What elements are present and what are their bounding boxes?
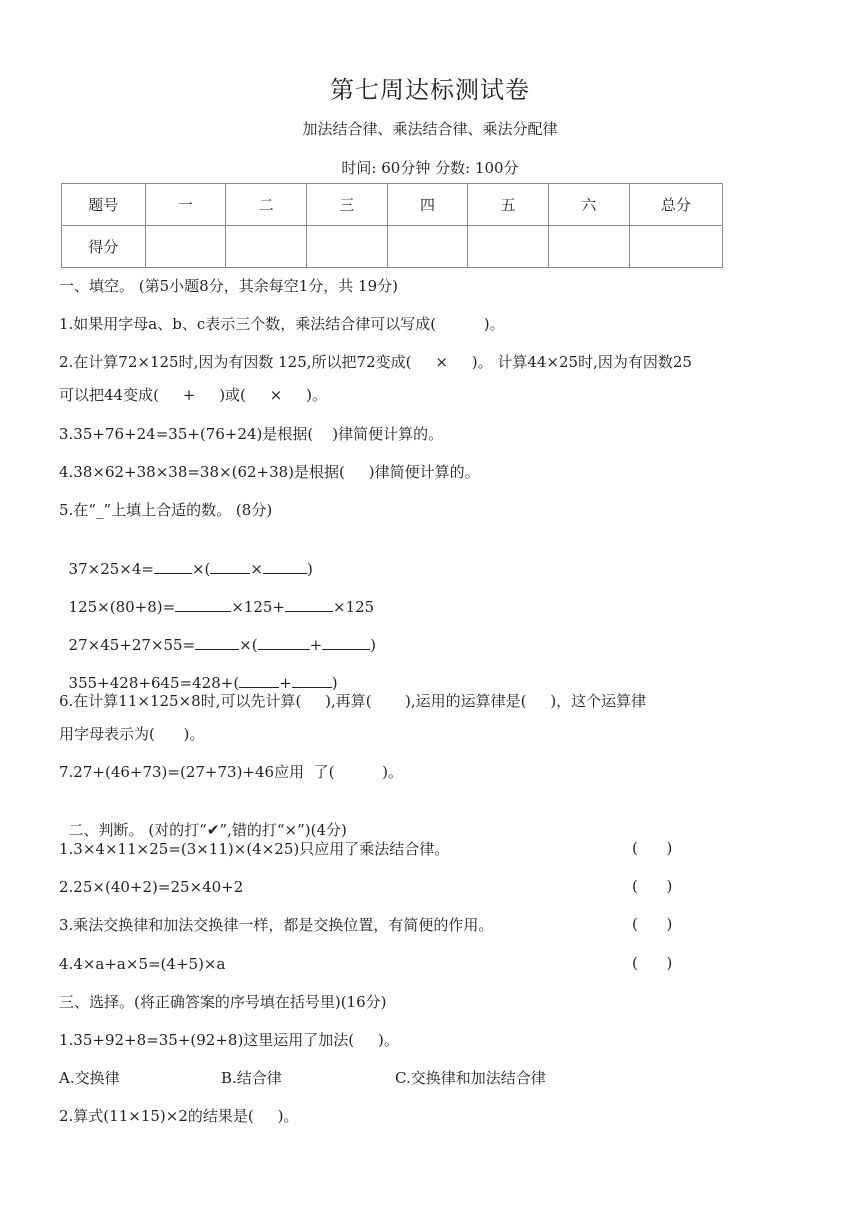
score-table-cell: 总分 [629, 184, 722, 226]
equation-text: ×125+ [231, 598, 285, 616]
question-text: 5.在“_”上填上合适的数。 (8分) [59, 501, 273, 519]
score-table-cell: 二 [226, 184, 307, 226]
fill-blank[interactable] [258, 635, 310, 650]
equation-text: ×( [191, 560, 211, 578]
score-table-cell: 四 [387, 184, 468, 226]
question-text: 7.27+(46+73)=(27+73)+46应用 了( )。 [59, 763, 404, 781]
equation-text: ×( [239, 636, 258, 654]
score-input-cell[interactable] [145, 226, 226, 268]
equation-text: 37×25×4= [68, 560, 154, 578]
equation-text: × [250, 560, 263, 578]
check-mark-icon: ✔ [206, 821, 220, 839]
question-text: 6.在计算11×125×8时,可以先计算( ),再算( ),运用的运算律是( )，这个运算律 [59, 692, 647, 710]
score-table-cell: 得分 [62, 226, 146, 268]
question-text: 4.38×62+38×38=38×(62+38)是根据( )律简便计算的。 [59, 463, 480, 481]
fill-blank[interactable] [175, 597, 231, 612]
section-heading: 三、选择。(将正确答案的序号填在括号里)(16分) [59, 993, 387, 1011]
fill-blank[interactable] [285, 597, 333, 612]
equation-text: ) [306, 560, 313, 578]
fill-blank[interactable] [195, 635, 239, 650]
fill-blank[interactable] [263, 559, 307, 574]
judge-item: 3.乘法交换律和加法交换律一样，都是交换位置，有简便的作用。 [59, 916, 494, 934]
score-input-cell[interactable] [468, 226, 549, 268]
answer-paren[interactable]: ( ) [632, 915, 673, 933]
question-text: 可以把44变成( + )或( × )。 [59, 386, 327, 404]
fill-equation [59, 653, 338, 693]
answer-paren[interactable]: ( ) [632, 954, 673, 972]
time-info: 时间: 60分钟 分数: 100分 [341, 159, 519, 177]
score-table-cell: 一 [145, 184, 226, 226]
score-table [61, 183, 723, 268]
page-subtitle: 加法结合律、乘法结合律、乘法分配律 [302, 120, 558, 138]
fill-blank[interactable] [210, 559, 250, 574]
score-table-cell: 五 [468, 184, 549, 226]
fill-blank[interactable] [322, 635, 370, 650]
option-c[interactable]: C.交换律和加法结合律 [395, 1069, 546, 1087]
question-text: 3.35+76+24=35+(76+24)是根据( )律简便计算的。 [59, 425, 444, 443]
equation-text: 27×45+27×55= [68, 636, 196, 654]
equation-text: ) [370, 636, 377, 654]
score-table-header-row [62, 184, 723, 226]
option-a[interactable]: A.交换律 [59, 1069, 120, 1087]
score-input-cell[interactable] [549, 226, 630, 268]
judge-item: 1.3×4×11×25=(3×11)×(4×25)只应用了乘法结合律。 [59, 840, 450, 858]
question-text: 2.算式(11×15)×2的结果是( )。 [59, 1107, 299, 1125]
score-table-cell: 题号 [62, 184, 146, 226]
equation-text: ) [331, 674, 338, 692]
fill-equation [59, 577, 374, 617]
equation-text: ×125 [333, 598, 375, 616]
fill-equation [59, 615, 376, 655]
fill-blank[interactable] [154, 559, 192, 574]
option-b[interactable]: B.结合律 [221, 1069, 282, 1087]
fill-blank[interactable] [239, 673, 279, 688]
judge-item: 2.25×(40+2)=25×40+2 [59, 878, 244, 896]
score-input-cell[interactable] [306, 226, 387, 268]
fill-blank[interactable] [292, 673, 332, 688]
score-input-cell[interactable] [629, 226, 722, 268]
equation-text: 355+428+645=428+( [68, 674, 240, 692]
page-title: 第七周达标测试卷 [330, 76, 530, 104]
section-heading: 一、填空。 (第5小题8分，其余每空1分，共 19分) [59, 277, 398, 295]
equation-text: + [279, 674, 292, 692]
question-text: 用字母表示为( )。 [59, 725, 205, 743]
heading-text: ”,错的打“×”)(4分) [219, 821, 347, 839]
score-table-cell: 三 [306, 184, 387, 226]
question-text: 1.如果用字母a、b、c表示三个数，乘法结合律可以写成( )。 [59, 315, 505, 333]
equation-text: + [309, 636, 323, 654]
score-input-cell[interactable] [226, 226, 307, 268]
question-text: 1.35+92+8=35+(92+8)这里运用了加法( )。 [59, 1031, 399, 1049]
heading-text: 二、判断。 (对的打“ [68, 821, 207, 839]
answer-paren[interactable]: ( ) [632, 839, 673, 857]
question-text: 2.在计算72×125时,因为有因数 125,所以把72变成( × )。 计算44×25时,因为有因数25 [59, 353, 692, 371]
answer-paren[interactable]: ( ) [632, 877, 673, 895]
section-heading [59, 800, 347, 840]
score-table-score-row [62, 226, 723, 268]
score-input-cell[interactable] [387, 226, 468, 268]
fill-equation [59, 539, 313, 579]
equation-text: 125×(80+8)= [68, 598, 176, 616]
judge-item: 4.4×a+a×5=(4+5)×a [59, 955, 226, 973]
score-table-cell: 六 [549, 184, 630, 226]
